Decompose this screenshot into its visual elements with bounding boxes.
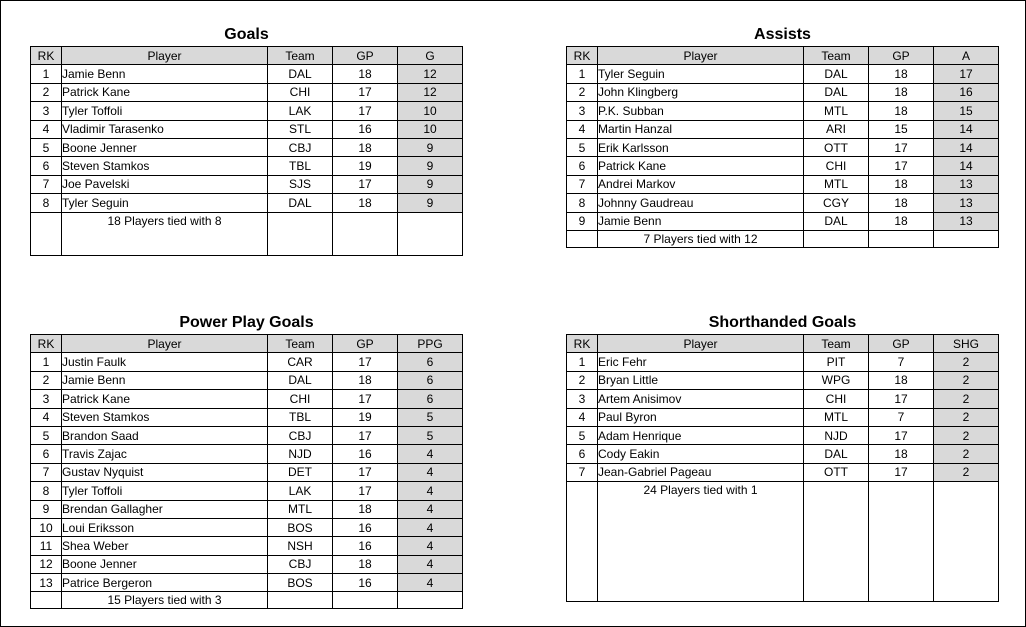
cell-rk: 5 bbox=[31, 426, 62, 444]
cell-team: MTL bbox=[268, 500, 333, 518]
cell-rk: 5 bbox=[567, 426, 598, 444]
cell-player: Jamie Benn bbox=[598, 212, 804, 230]
cell-rk: 6 bbox=[31, 445, 62, 463]
cell-rk: 9 bbox=[567, 212, 598, 230]
table-row bbox=[31, 371, 463, 389]
table-row bbox=[567, 175, 999, 193]
cell-rk: 4 bbox=[31, 408, 62, 426]
cell-rk: 1 bbox=[567, 353, 598, 371]
column-header-rk: RK bbox=[567, 335, 598, 353]
table-row bbox=[31, 463, 463, 481]
cell-rk: 5 bbox=[31, 138, 62, 156]
table-row bbox=[567, 463, 999, 481]
goals-block bbox=[30, 24, 463, 247]
column-header-rk: RK bbox=[567, 47, 598, 65]
cell-val: 6 bbox=[398, 371, 463, 389]
cell-player: Tyler Seguin bbox=[62, 194, 268, 212]
column-header-player: Player bbox=[62, 335, 268, 353]
cell-player: Tyler Seguin bbox=[598, 65, 804, 83]
cell-gp: 16 bbox=[333, 518, 398, 536]
table-row bbox=[567, 83, 999, 101]
cell-val: 12 bbox=[398, 83, 463, 101]
cell-rk: 8 bbox=[31, 194, 62, 212]
cell-team: TBL bbox=[268, 408, 333, 426]
table-row bbox=[31, 537, 463, 555]
cell-player: Erik Karlsson bbox=[598, 138, 804, 156]
table-row bbox=[567, 102, 999, 120]
cell-val: 14 bbox=[934, 157, 999, 175]
cell-gp: 18 bbox=[333, 138, 398, 156]
table-row bbox=[567, 390, 999, 408]
empty-cell bbox=[934, 230, 999, 247]
empty-cell bbox=[398, 592, 463, 609]
table-row bbox=[31, 445, 463, 463]
tie-note: 7 Players tied with 12 bbox=[598, 230, 804, 247]
header-row bbox=[567, 47, 999, 65]
empty-cell bbox=[567, 482, 598, 602]
cell-team: CHI bbox=[268, 390, 333, 408]
cell-rk: 6 bbox=[31, 157, 62, 175]
cell-gp: 17 bbox=[333, 482, 398, 500]
empty-cell bbox=[333, 592, 398, 609]
cell-val: 2 bbox=[934, 426, 999, 444]
cell-player: Martin Hanzal bbox=[598, 120, 804, 138]
cell-val: 9 bbox=[398, 157, 463, 175]
column-header-gp: GP bbox=[333, 335, 398, 353]
cell-val: 14 bbox=[934, 120, 999, 138]
table-row bbox=[31, 157, 463, 175]
table-row bbox=[31, 194, 463, 212]
cell-val: 2 bbox=[934, 463, 999, 481]
cell-player: Shea Weber bbox=[62, 537, 268, 555]
cell-gp: 18 bbox=[869, 175, 934, 193]
cell-team: DAL bbox=[268, 65, 333, 83]
cell-player: Patrick Kane bbox=[62, 390, 268, 408]
cell-player: Cody Eakin bbox=[598, 445, 804, 463]
cell-gp: 16 bbox=[333, 574, 398, 592]
cell-player: Jamie Benn bbox=[62, 65, 268, 83]
cell-player: Loui Eriksson bbox=[62, 518, 268, 536]
cell-player: Brendan Gallagher bbox=[62, 500, 268, 518]
empty-cell bbox=[869, 482, 934, 602]
empty-cell bbox=[333, 212, 398, 255]
header-row bbox=[31, 335, 463, 353]
empty-cell bbox=[869, 230, 934, 247]
tie-note-row bbox=[567, 230, 999, 247]
cell-val: 4 bbox=[398, 463, 463, 481]
cell-team: STL bbox=[268, 120, 333, 138]
cell-player: Vladimir Tarasenko bbox=[62, 120, 268, 138]
table-row bbox=[567, 157, 999, 175]
cell-team: OTT bbox=[804, 138, 869, 156]
shorthanded-goals-block bbox=[566, 312, 999, 610]
cell-val: 10 bbox=[398, 120, 463, 138]
cell-team: DAL bbox=[804, 65, 869, 83]
cell-gp: 17 bbox=[869, 157, 934, 175]
cell-team: TBL bbox=[268, 157, 333, 175]
cell-gp: 17 bbox=[333, 463, 398, 481]
cell-gp: 18 bbox=[869, 194, 934, 212]
cell-val: 13 bbox=[934, 175, 999, 193]
cell-gp: 18 bbox=[869, 65, 934, 83]
cell-team: NJD bbox=[268, 445, 333, 463]
cell-player: Johnny Gaudreau bbox=[598, 194, 804, 212]
cell-rk: 6 bbox=[567, 445, 598, 463]
table-row bbox=[31, 482, 463, 500]
cell-team: LAK bbox=[268, 102, 333, 120]
cell-rk: 9 bbox=[31, 500, 62, 518]
cell-player: Joe Pavelski bbox=[62, 175, 268, 193]
cell-gp: 16 bbox=[333, 445, 398, 463]
empty-cell bbox=[268, 592, 333, 609]
cell-rk: 7 bbox=[31, 463, 62, 481]
cell-team: MTL bbox=[804, 175, 869, 193]
cell-gp: 17 bbox=[333, 390, 398, 408]
cell-gp: 18 bbox=[869, 83, 934, 101]
column-header-gp: GP bbox=[869, 335, 934, 353]
cell-val: 6 bbox=[398, 390, 463, 408]
column-header-team: Team bbox=[268, 335, 333, 353]
cell-gp: 18 bbox=[869, 371, 934, 389]
cell-rk: 3 bbox=[31, 390, 62, 408]
cell-team: NSH bbox=[268, 537, 333, 555]
column-header-team: Team bbox=[804, 335, 869, 353]
empty-cell bbox=[31, 592, 62, 609]
cell-player: P.K. Subban bbox=[598, 102, 804, 120]
table-row bbox=[31, 390, 463, 408]
cell-player: Travis Zajac bbox=[62, 445, 268, 463]
cell-player: Jean-Gabriel Pageau bbox=[598, 463, 804, 481]
cell-gp: 17 bbox=[869, 390, 934, 408]
column-header-gp: GP bbox=[869, 47, 934, 65]
table-row bbox=[31, 83, 463, 101]
cell-val: 2 bbox=[934, 371, 999, 389]
table-row bbox=[567, 353, 999, 371]
empty-cell bbox=[31, 212, 62, 255]
tie-note-row bbox=[567, 482, 999, 602]
cell-team: DAL bbox=[268, 371, 333, 389]
stats-table bbox=[566, 334, 999, 602]
cell-rk: 5 bbox=[567, 138, 598, 156]
empty-cell bbox=[804, 230, 869, 247]
cell-team: CAR bbox=[268, 353, 333, 371]
table-row bbox=[31, 102, 463, 120]
cell-val: 9 bbox=[398, 138, 463, 156]
cell-rk: 2 bbox=[567, 371, 598, 389]
cell-player: Steven Stamkos bbox=[62, 157, 268, 175]
cell-rk: 7 bbox=[31, 175, 62, 193]
empty-cell bbox=[268, 212, 333, 255]
stats-table bbox=[566, 46, 999, 248]
cell-team: CHI bbox=[804, 157, 869, 175]
cell-rk: 8 bbox=[31, 482, 62, 500]
column-header-rk: RK bbox=[31, 47, 62, 65]
cell-player: Gustav Nyquist bbox=[62, 463, 268, 481]
table-row bbox=[567, 65, 999, 83]
cell-player: Artem Anisimov bbox=[598, 390, 804, 408]
cell-val: 10 bbox=[398, 102, 463, 120]
block-title: Goals bbox=[224, 26, 269, 43]
cell-rk: 2 bbox=[31, 83, 62, 101]
cell-gp: 16 bbox=[333, 120, 398, 138]
cell-val: 4 bbox=[398, 574, 463, 592]
tie-note: 24 Players tied with 1 bbox=[598, 482, 804, 602]
cell-rk: 2 bbox=[567, 83, 598, 101]
empty-cell bbox=[934, 482, 999, 602]
cell-rk: 6 bbox=[567, 157, 598, 175]
cell-val: 2 bbox=[934, 390, 999, 408]
cell-team: CHI bbox=[268, 83, 333, 101]
table-row bbox=[567, 426, 999, 444]
cell-gp: 17 bbox=[333, 175, 398, 193]
cell-rk: 4 bbox=[567, 120, 598, 138]
cell-gp: 18 bbox=[333, 65, 398, 83]
tie-note: 18 Players tied with 8 bbox=[62, 212, 268, 255]
cell-val: 13 bbox=[934, 194, 999, 212]
cell-team: CHI bbox=[804, 390, 869, 408]
cell-rk: 12 bbox=[31, 555, 62, 573]
table-row bbox=[31, 426, 463, 444]
cell-val: 4 bbox=[398, 518, 463, 536]
table-row bbox=[567, 212, 999, 230]
cell-val: 9 bbox=[398, 194, 463, 212]
cell-rk: 4 bbox=[31, 120, 62, 138]
power-play-goals-block bbox=[30, 312, 463, 610]
cell-val: 17 bbox=[934, 65, 999, 83]
table-row bbox=[31, 65, 463, 83]
table-row bbox=[567, 408, 999, 426]
tie-note-row bbox=[31, 212, 463, 255]
table-row bbox=[31, 138, 463, 156]
cell-gp: 17 bbox=[869, 426, 934, 444]
cell-player: Justin Faulk bbox=[62, 353, 268, 371]
block-title: Assists bbox=[754, 26, 811, 43]
cell-gp: 17 bbox=[333, 83, 398, 101]
cell-team: MTL bbox=[804, 408, 869, 426]
table-row bbox=[567, 120, 999, 138]
cell-gp: 17 bbox=[333, 102, 398, 120]
cell-team: OTT bbox=[804, 463, 869, 481]
cell-gp: 17 bbox=[333, 353, 398, 371]
table-row bbox=[31, 408, 463, 426]
cell-team: DAL bbox=[804, 445, 869, 463]
cell-team: BOS bbox=[268, 574, 333, 592]
cell-rk: 8 bbox=[567, 194, 598, 212]
cell-player: Paul Byron bbox=[598, 408, 804, 426]
column-header-val: SHG bbox=[934, 335, 999, 353]
cell-rk: 2 bbox=[31, 371, 62, 389]
cell-rk: 13 bbox=[31, 574, 62, 592]
cell-team: SJS bbox=[268, 175, 333, 193]
cell-player: Eric Fehr bbox=[598, 353, 804, 371]
assists-block bbox=[566, 24, 999, 247]
cell-rk: 7 bbox=[567, 463, 598, 481]
cell-team: PIT bbox=[804, 353, 869, 371]
cell-val: 2 bbox=[934, 408, 999, 426]
cell-player: Brandon Saad bbox=[62, 426, 268, 444]
empty-cell bbox=[567, 230, 598, 247]
table-row bbox=[31, 500, 463, 518]
cell-val: 4 bbox=[398, 555, 463, 573]
cell-gp: 18 bbox=[333, 500, 398, 518]
cell-rk: 3 bbox=[567, 390, 598, 408]
cell-player: John Klingberg bbox=[598, 83, 804, 101]
cell-rk: 1 bbox=[31, 353, 62, 371]
cell-val: 12 bbox=[398, 65, 463, 83]
cell-gp: 18 bbox=[869, 445, 934, 463]
column-header-rk: RK bbox=[31, 335, 62, 353]
column-header-player: Player bbox=[598, 335, 804, 353]
cell-team: DET bbox=[268, 463, 333, 481]
header-row bbox=[567, 335, 999, 353]
cell-val: 9 bbox=[398, 175, 463, 193]
cell-val: 2 bbox=[934, 445, 999, 463]
cell-rk: 3 bbox=[567, 102, 598, 120]
cell-gp: 19 bbox=[333, 157, 398, 175]
tie-note: 15 Players tied with 3 bbox=[62, 592, 268, 609]
cell-val: 13 bbox=[934, 212, 999, 230]
cell-val: 16 bbox=[934, 83, 999, 101]
cell-val: 4 bbox=[398, 482, 463, 500]
cell-player: Tyler Toffoli bbox=[62, 102, 268, 120]
cell-team: CBJ bbox=[268, 555, 333, 573]
cell-val: 15 bbox=[934, 102, 999, 120]
cell-val: 6 bbox=[398, 353, 463, 371]
column-header-gp: GP bbox=[333, 47, 398, 65]
cell-gp: 18 bbox=[333, 194, 398, 212]
cell-team: LAK bbox=[268, 482, 333, 500]
cell-player: Boone Jenner bbox=[62, 555, 268, 573]
empty-cell bbox=[398, 212, 463, 255]
table-row bbox=[567, 138, 999, 156]
cell-rk: 3 bbox=[31, 102, 62, 120]
cell-rk: 4 bbox=[567, 408, 598, 426]
cell-player: Patrick Kane bbox=[598, 157, 804, 175]
cell-gp: 18 bbox=[869, 212, 934, 230]
cell-rk: 7 bbox=[567, 175, 598, 193]
cell-val: 4 bbox=[398, 537, 463, 555]
table-row bbox=[567, 194, 999, 212]
cell-gp: 7 bbox=[869, 353, 934, 371]
column-header-team: Team bbox=[804, 47, 869, 65]
cell-team: WPG bbox=[804, 371, 869, 389]
cell-player: Boone Jenner bbox=[62, 138, 268, 156]
cell-rk: 1 bbox=[567, 65, 598, 83]
cell-val: 2 bbox=[934, 353, 999, 371]
cell-gp: 7 bbox=[869, 408, 934, 426]
cell-team: DAL bbox=[804, 212, 869, 230]
table-row bbox=[31, 555, 463, 573]
stats-table bbox=[30, 334, 463, 609]
cell-team: NJD bbox=[804, 426, 869, 444]
cell-gp: 17 bbox=[333, 426, 398, 444]
stats-table bbox=[30, 46, 463, 256]
cell-player: Patrice Bergeron bbox=[62, 574, 268, 592]
empty-cell bbox=[804, 482, 869, 602]
cell-rk: 1 bbox=[31, 65, 62, 83]
block-title: Shorthanded Goals bbox=[708, 314, 857, 331]
column-header-val: G bbox=[398, 47, 463, 65]
cell-gp: 16 bbox=[333, 537, 398, 555]
table-row bbox=[567, 445, 999, 463]
table-row bbox=[31, 574, 463, 592]
cell-val: 4 bbox=[398, 500, 463, 518]
cell-gp: 18 bbox=[333, 371, 398, 389]
cell-val: 5 bbox=[398, 408, 463, 426]
table-row bbox=[31, 120, 463, 138]
cell-player: Patrick Kane bbox=[62, 83, 268, 101]
cell-gp: 18 bbox=[869, 102, 934, 120]
cell-gp: 17 bbox=[869, 463, 934, 481]
cell-team: BOS bbox=[268, 518, 333, 536]
cell-player: Adam Henrique bbox=[598, 426, 804, 444]
cell-val: 14 bbox=[934, 138, 999, 156]
tie-note-row bbox=[31, 592, 463, 609]
column-header-player: Player bbox=[62, 47, 268, 65]
cell-player: Andrei Markov bbox=[598, 175, 804, 193]
cell-rk: 11 bbox=[31, 537, 62, 555]
table-row bbox=[567, 371, 999, 389]
table-row bbox=[31, 353, 463, 371]
column-header-team: Team bbox=[268, 47, 333, 65]
cell-team: CBJ bbox=[268, 426, 333, 444]
cell-rk: 10 bbox=[31, 518, 62, 536]
column-header-val: A bbox=[934, 47, 999, 65]
cell-gp: 17 bbox=[869, 138, 934, 156]
table-row bbox=[31, 175, 463, 193]
cell-player: Bryan Little bbox=[598, 371, 804, 389]
cell-team: ARI bbox=[804, 120, 869, 138]
header-row bbox=[31, 47, 463, 65]
cell-team: CBJ bbox=[268, 138, 333, 156]
cell-team: DAL bbox=[268, 194, 333, 212]
cell-player: Tyler Toffoli bbox=[62, 482, 268, 500]
cell-gp: 15 bbox=[869, 120, 934, 138]
cell-player: Steven Stamkos bbox=[62, 408, 268, 426]
cell-val: 4 bbox=[398, 445, 463, 463]
table-row bbox=[31, 518, 463, 536]
cell-team: MTL bbox=[804, 102, 869, 120]
column-header-val: PPG bbox=[398, 335, 463, 353]
cell-team: DAL bbox=[804, 83, 869, 101]
cell-team: CGY bbox=[804, 194, 869, 212]
cell-gp: 19 bbox=[333, 408, 398, 426]
cell-val: 5 bbox=[398, 426, 463, 444]
block-title: Power Play Goals bbox=[179, 314, 314, 331]
column-header-player: Player bbox=[598, 47, 804, 65]
cell-gp: 18 bbox=[333, 555, 398, 573]
cell-player: Jamie Benn bbox=[62, 371, 268, 389]
